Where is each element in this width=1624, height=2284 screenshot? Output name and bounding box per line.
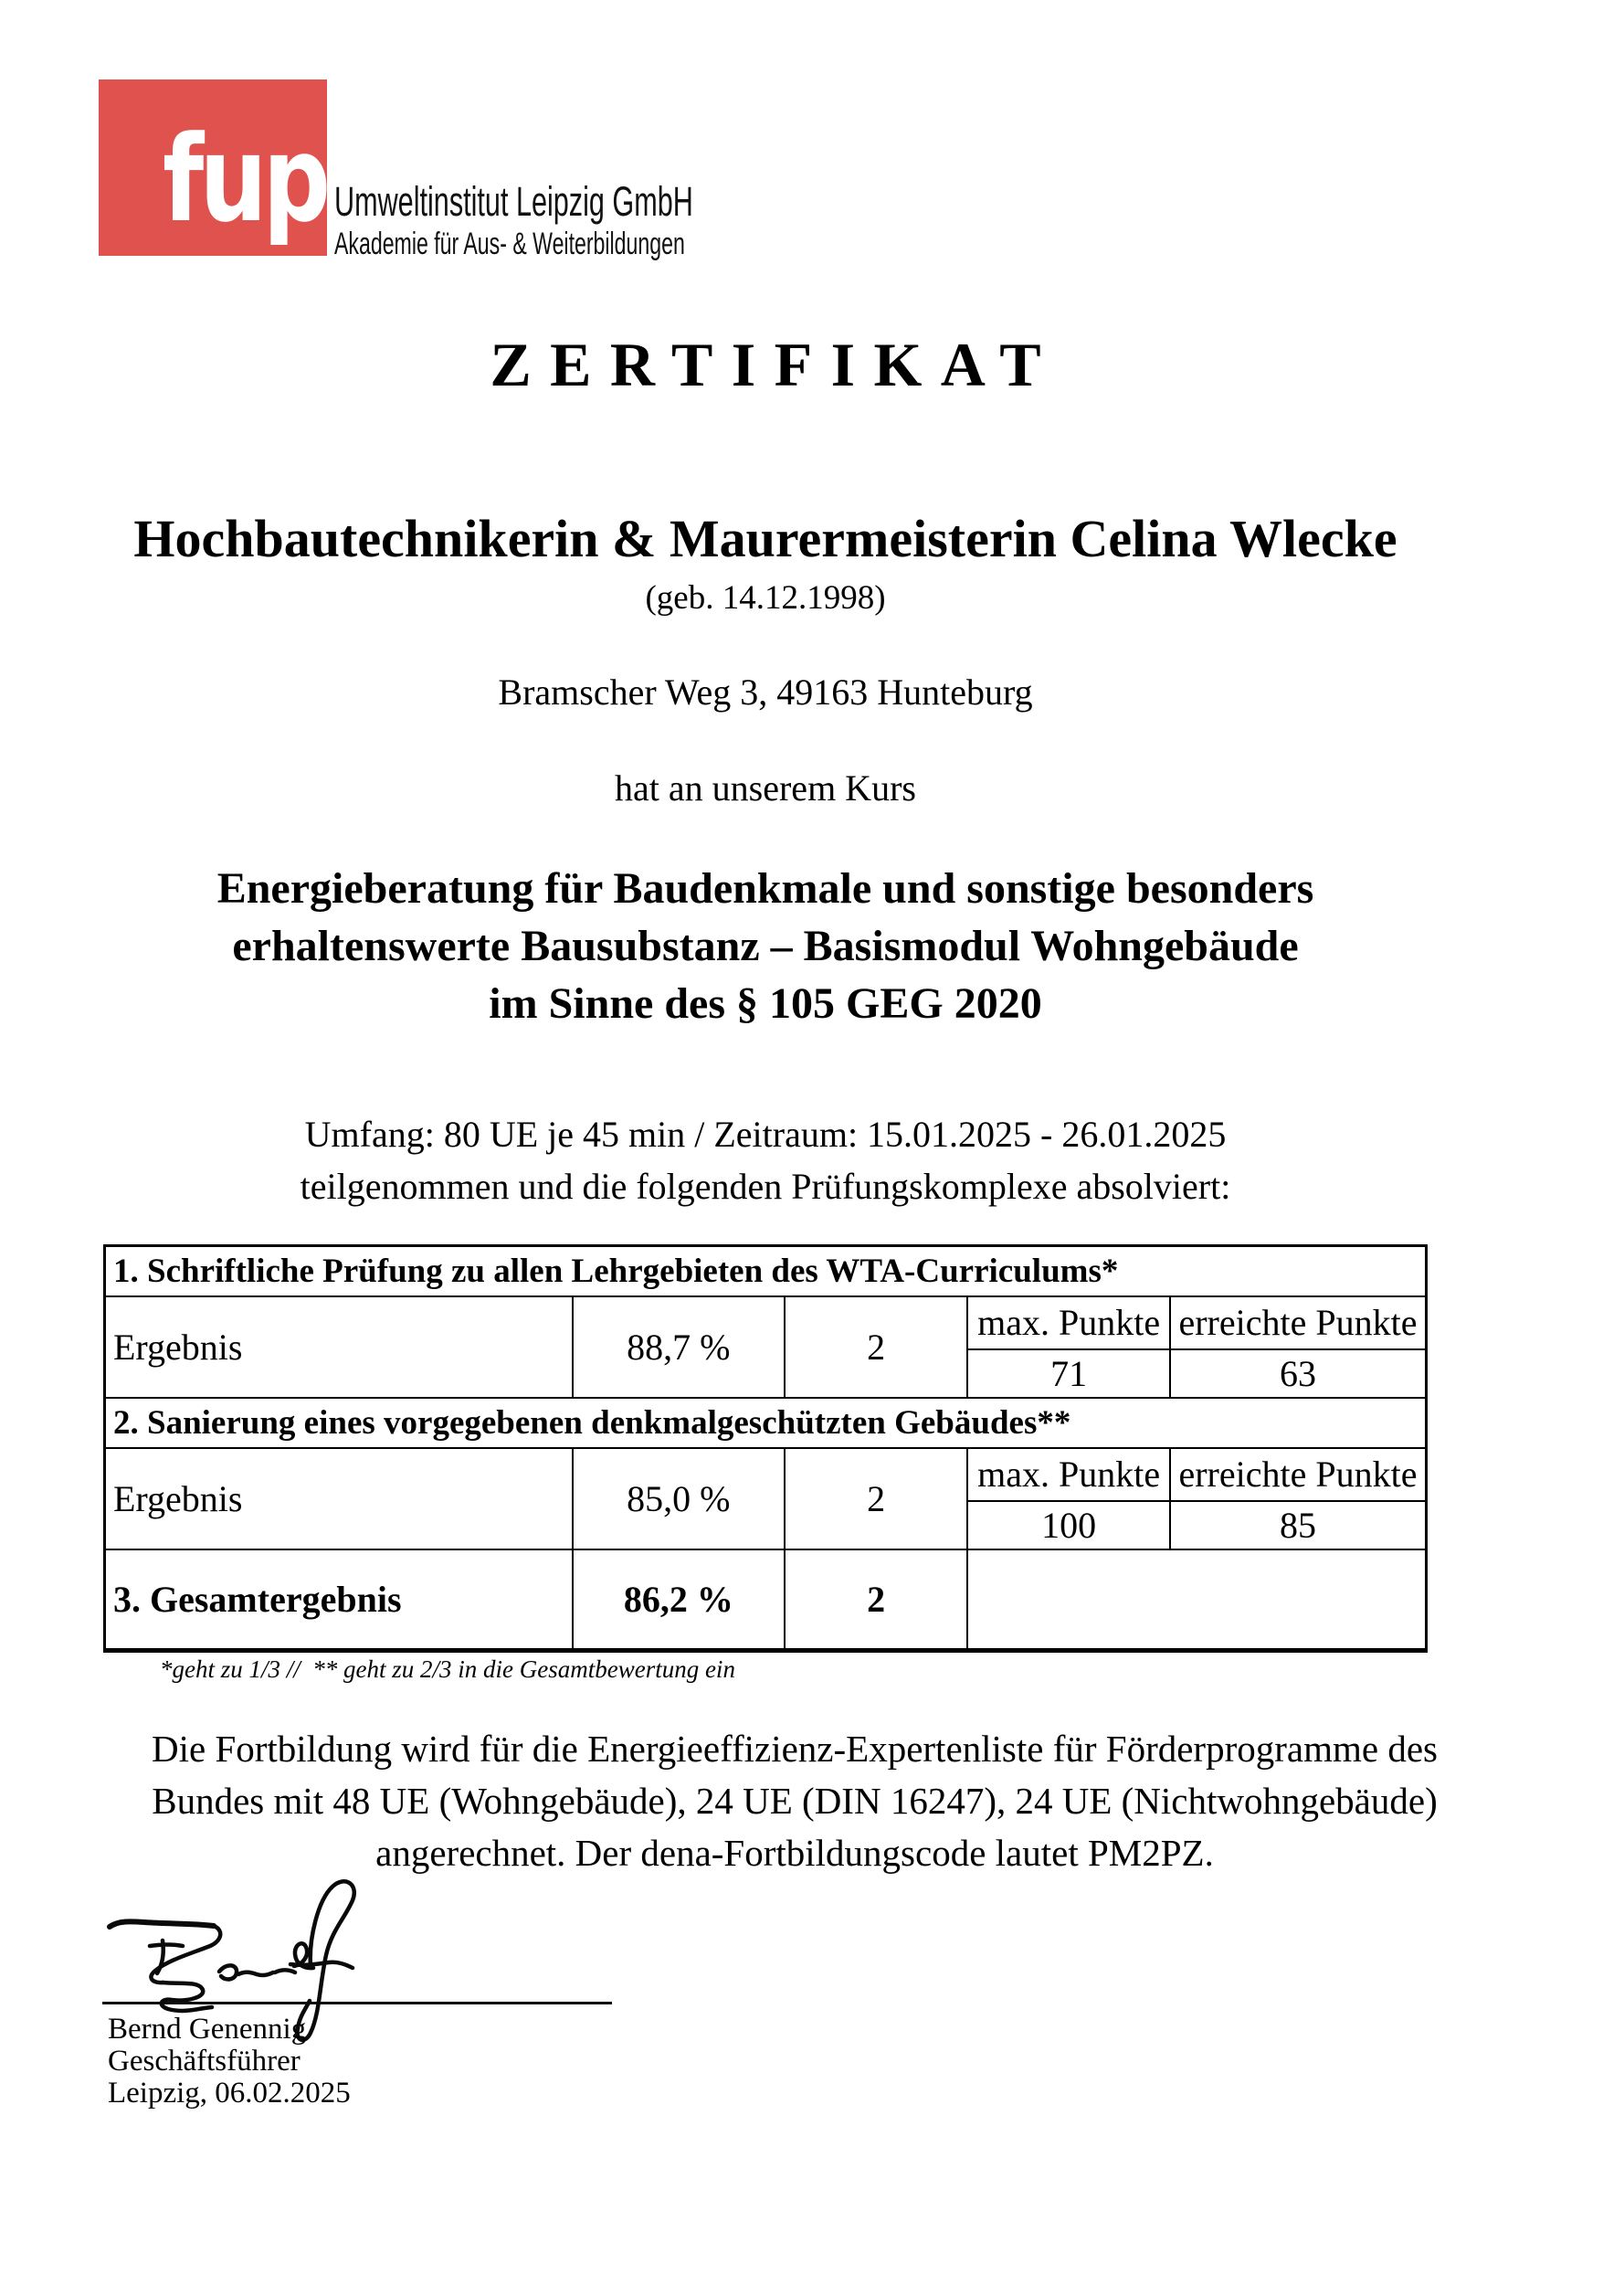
result-1-max-points-label: max. Punkte	[967, 1296, 1170, 1349]
result-2-max-points-value: 100	[967, 1501, 1170, 1549]
total-label: 3. Gesamtergebnis	[105, 1549, 573, 1651]
scope-block	[103, 1108, 1428, 1212]
signature-line	[102, 2002, 612, 2004]
result-2-label: Ergebnis	[105, 1448, 573, 1549]
participation-line: teilgenommen und die folgenden Prüfungskomplexe absolviert:	[300, 1166, 1231, 1207]
table-row-section-1	[105, 1246, 1427, 1296]
result-1-grade: 2	[785, 1296, 967, 1398]
course-title	[103, 860, 1428, 1032]
scope-line: Umfang: 80 UE je 45 min / Zeitraum: 15.01.2025 - 26.01.2025	[304, 1114, 1227, 1155]
result-2-achieved-points-value: 85	[1170, 1501, 1427, 1549]
result-1-label: Ergebnis	[105, 1296, 573, 1398]
course-title-line-1: Energieberatung für Baudenkmale und sonstige besonders	[216, 864, 1314, 913]
company-tagline: Akademie für Aus- & Weiterbildungen	[334, 227, 685, 261]
accreditation-line-1: Die Fortbildung wird für die Energieeffizienz-Expertenliste für Förderprogramme des	[152, 1728, 1438, 1770]
certificate-title: ZERTIFIKAT	[490, 330, 1060, 399]
result-2-percent: 85,0 %	[573, 1448, 785, 1549]
result-2-achieved-points-label: erreichte Punkte	[1170, 1448, 1427, 1501]
result-1-achieved-points-label: erreichte Punkte	[1170, 1296, 1427, 1349]
result-1-max-points-value: 71	[967, 1349, 1170, 1398]
signer-name: Bernd Genennig	[108, 2013, 307, 2046]
total-percent: 86,2 %	[573, 1549, 785, 1651]
result-1-percent: 88,7 %	[573, 1296, 785, 1398]
table-footnote: *geht zu 1/3 // ** geht zu 2/3 in die Gesamtbewertung ein	[160, 1655, 735, 1683]
accreditation-line-2: Bundes mit 48 UE (Wohngebäude), 24 UE (DIN 16247), 24 UE (Nichtwohngebäude)	[152, 1780, 1438, 1822]
result-1-achieved-points-value: 63	[1170, 1349, 1427, 1398]
course-intro-line: hat an unserem Kurs	[615, 767, 916, 809]
accreditation-line-3: angerechnet. Der dena-Fortbildungscode lautet PM2PZ.	[375, 1832, 1214, 1874]
company-name: Umweltinstitut Leipzig GmbH	[334, 178, 693, 225]
signer-block	[108, 2014, 351, 2110]
course-title-line-2: erhaltenswerte Bausubstanz – Basismodul Wohngebäude	[232, 922, 1299, 970]
table-row-total	[105, 1549, 1427, 1651]
section-2-heading: 2. Sanierung eines vorgegebenen denkmalgeschützten Gebäudes**	[105, 1398, 1427, 1448]
table-row-section-2	[105, 1398, 1427, 1448]
course-title-line-3: im Sinne des § 105 GEG 2020	[489, 979, 1042, 1028]
logo-mark	[99, 79, 327, 256]
accreditation-paragraph	[119, 1723, 1471, 1879]
fup-wordmark: fup	[163, 110, 327, 248]
table-row-result-1a	[105, 1296, 1427, 1349]
logo-text-block	[334, 178, 862, 261]
signature-place-date: Leipzig, 06.02.2025	[108, 2077, 351, 2110]
result-2-max-points-label: max. Punkte	[967, 1448, 1170, 1501]
result-2-grade: 2	[785, 1448, 967, 1549]
section-1-heading: 1. Schriftliche Prüfung zu allen Lehrgebieten des WTA-Curriculums*	[105, 1246, 1427, 1296]
table-row-result-2a	[105, 1448, 1427, 1501]
signer-role: Geschäftsführer	[108, 2045, 301, 2078]
results-table	[103, 1244, 1428, 1653]
recipient-birthdate: (geb. 14.12.1998)	[645, 579, 886, 617]
total-grade: 2	[785, 1549, 967, 1651]
recipient-name: Hochbautechnikerin & Maurermeisterin Celina Wlecke	[133, 509, 1397, 568]
recipient-address: Bramscher Weg 3, 49163 Hunteburg	[498, 671, 1033, 713]
total-empty-cell	[967, 1549, 1426, 1651]
